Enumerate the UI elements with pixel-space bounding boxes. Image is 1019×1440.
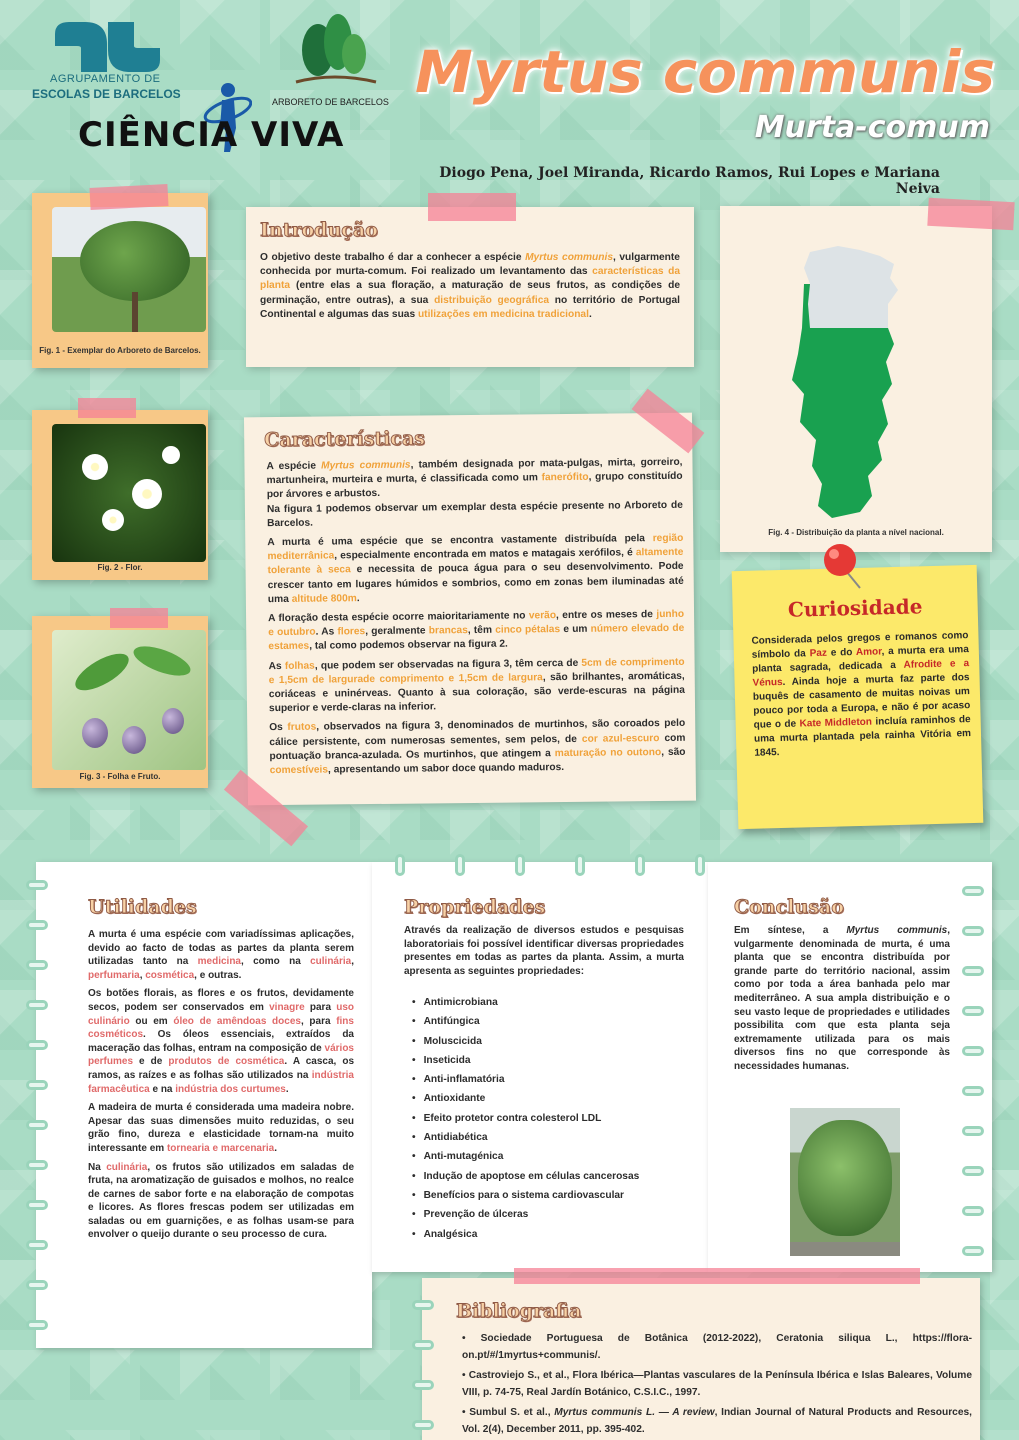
caracteristicas-text: A espécie Myrtus communis, também designada por mata-pulgas, mirta, gorreiro, martunheira, murteira e murta, é classificada como um fanerófito, grupo constituído por árvores e arbustos. Na figura 1 podemos observar um exemplar desta espécie presente no Arboreto de Barcelos. A murta é uma espécie que se encontra vastamente distribuída pela região mediterrânica, especialmente encontrada em matos e matagais xerófilos, é altamente tolerante à seca e necessita de pouca água para o seu desenvolvimento. Pode crescer tanto em lugares húmidos e sombrios, como em zonas bem iluminadas até uma altitude 800m. A floração desta espécie ocorre maioritariamente no verão, entre os meses de junho e outubro. As flores, geralmente brancas, têm cinco pétalas e um número elevado de estames, tal como podemos observar na figura 2. As folhas, que podem ser observadas na figura 3, têm cerca de 5cm de comprimento e 1,5cm de largurade comprimento e 1,5cm de largura, são brilhantes, aromáticas, coriáceas e uninérveas. Quanto à sua coloração, são verde-escuras na página superior e verde-claras na inferior. Os frutos, observados na figura 3, denominados de murtinhos, são coroados pelo cálice persistente, com numerosas sementes, sem pelos, de cor azul-escuro com pontuação branca-azulada. Os murtinhos, que atingem a maturação no outono, são comestíveis, apresentando um sabor doce quando maduros. xyxy=(266,456,686,777)
list-item: • Indução de apoptose em células cancerosas xyxy=(412,1167,692,1186)
binder-ring xyxy=(26,1320,48,1330)
list-item: • Anti-mutagénica xyxy=(412,1147,692,1166)
binder-ring xyxy=(515,854,525,876)
arboreto-tree-logo-icon xyxy=(288,12,380,90)
figure-3-card xyxy=(32,616,208,788)
binder-ring xyxy=(695,854,705,876)
bibliografia-title: Bibliografia xyxy=(456,1300,582,1322)
binder-ring xyxy=(26,960,48,970)
map-panel xyxy=(720,206,992,552)
binder-ring xyxy=(412,1340,434,1350)
binder-ring xyxy=(26,1080,48,1090)
binder-ring xyxy=(962,1166,984,1176)
binder-ring xyxy=(26,1160,48,1170)
binder-ring xyxy=(412,1420,434,1430)
list-item: • Castroviejo S., et al., Flora Ibérica—Plantas vasculares de la Península Ibérica e Islas Baleares, Volume VIII, p. 74-75, Real Jardín Botánico, C.S.I.C., 1997. xyxy=(462,1367,972,1401)
binder-ring xyxy=(26,1000,48,1010)
binder-ring xyxy=(635,854,645,876)
agrupamento-logo-icon xyxy=(55,22,160,72)
agrupamento-text-line1: AGRUPAMENTO DE xyxy=(50,73,161,85)
binder-ring xyxy=(962,1246,984,1256)
curiosidade-note xyxy=(732,565,984,829)
agrupamento-text-line2: ESCOLAS DE BARCELOS xyxy=(32,87,181,101)
poster-title: Myrtus communis xyxy=(415,38,995,106)
introducao-text: O objetivo deste trabalho é dar a conhecer a espécie Myrtus communis, vulgarmente conhecida por murta-comum. Foi realizado um levantamento das características da planta (entre elas a sua floração, a maturação de seus frutos, as condições de germinação, entre outras), a sua distribuição geográfica no território de Portugal Continental e algumas das suas utilizações em medicina tradicional. xyxy=(260,252,680,320)
propriedades-intro: Através da realização de diversos estudos e pesquisas laboratoriais foi possível identificar diversas propriedades presentes em todas as partes da planta. Assim, a murta apresenta as seguintes propriedades: xyxy=(404,925,684,977)
propriedades-page xyxy=(372,862,708,1272)
binder-ring xyxy=(26,920,48,930)
binder-ring xyxy=(26,1200,48,1210)
conclusao-tree-photo xyxy=(790,1108,900,1256)
utilidades-page xyxy=(36,862,372,1348)
introducao-title: Introdução xyxy=(260,219,378,241)
figure-2-card xyxy=(32,410,208,580)
map-north-region xyxy=(804,246,898,328)
list-item: • Antioxidante xyxy=(412,1089,692,1108)
propriedades-list xyxy=(412,993,692,1244)
binder-ring xyxy=(26,1040,48,1050)
binder-ring xyxy=(412,1300,434,1310)
list-item: • Sumbul S. et al., Myrtus communis L. — A review, Indian Journal of Natural Products and Resources, Vol. 2(4), December 2011, pp. 395-402. xyxy=(462,1404,972,1438)
list-item: • Inseticida xyxy=(412,1051,692,1070)
propriedades-title: Propriedades xyxy=(404,896,546,918)
tape xyxy=(110,608,168,628)
caracteristicas-title: Características xyxy=(264,427,426,452)
binder-ring xyxy=(412,1380,434,1390)
conclusao-page xyxy=(708,862,992,1272)
figure-4-caption: Fig. 4 - Distribuição da planta a nível nacional. xyxy=(768,528,944,537)
list-item: • Antifúngica xyxy=(412,1012,692,1031)
arboreto-logo-text: ARBORETO DE BARCELOS xyxy=(272,97,389,107)
binder-ring xyxy=(962,1006,984,1016)
figure-3-caption: Fig. 3 - Folha e Fruto. xyxy=(79,772,161,781)
list-item: • Sociedade Portuguesa de Botânica (2012-2022), Ceratonia siliqua L., https://flora-on.pt/#/1myrtus+communis/. xyxy=(462,1330,972,1364)
conclusao-text: Em síntese, a Myrtus communis, vulgarmente denominada de murta, é uma planta que se encontra distribuída por grande parte do território nacional, assim como por toda a área banhada pelo mar mediterrâneo. A sua ampla distribuição e o seu vasto leque de propriedades e utilidades possibilita com que esta planta seja extremamente utilizada para os mais diversos fins no que corresponde às necessidades humanas. xyxy=(734,925,950,1072)
introducao-panel xyxy=(246,207,694,367)
list-item: • Benefícios para o sistema cardiovascular xyxy=(412,1186,692,1205)
binder-ring xyxy=(575,854,585,876)
flower-photo xyxy=(52,424,206,562)
binder-ring xyxy=(962,926,984,936)
poster-subtitle: Murta-comum xyxy=(754,110,990,145)
bibliografia-list xyxy=(462,1330,972,1440)
ciencia-viva-logo-text: CIÊNCIA VIVA xyxy=(78,115,345,155)
curiosidade-title: Curiosidade xyxy=(787,594,923,622)
tape xyxy=(514,1268,920,1284)
list-item: • Moluscicida xyxy=(412,1032,692,1051)
list-item: • Antidiabética xyxy=(412,1128,692,1147)
binder-ring xyxy=(962,886,984,896)
binder-ring xyxy=(26,1280,48,1290)
list-item: • Antimicrobiana xyxy=(412,993,692,1012)
list-item: • Efeito protetor contra colesterol LDL xyxy=(412,1109,692,1128)
curiosidade-text: Considerada pelos gregos e romanos como símbolo da Paz e do Amor, a murta era uma planta sagrada, dedicada a Afrodite e a Vénus. Ainda hoje a murta faz parte dos buquês de casamento de muitas noivas um pouco por toda a Europa, e não é por acaso que o de Kate Middleton incluía raminhos de uma murta plantada pela rainha Vitória em 1845. xyxy=(751,630,972,759)
binder-ring xyxy=(395,854,405,876)
figure-1-card xyxy=(32,193,208,368)
list-item: • Prevenção de úlceras xyxy=(412,1205,692,1224)
caracteristicas-panel xyxy=(244,413,696,806)
binder-ring xyxy=(26,1240,48,1250)
tape xyxy=(428,193,516,221)
utilidades-title: Utilidades xyxy=(88,896,197,918)
push-pin-icon xyxy=(820,540,866,592)
figure-2-caption: Fig. 2 - Flor. xyxy=(97,563,143,572)
portugal-map xyxy=(790,244,910,524)
leaf-fruit-photo xyxy=(52,630,206,770)
binder-ring xyxy=(962,1046,984,1056)
figure-1-caption: Fig. 1 - Exemplar do Arboreto de Barcelos. xyxy=(39,346,201,355)
binder-ring xyxy=(962,1086,984,1096)
tree-photo xyxy=(52,207,206,332)
binder-ring xyxy=(26,1120,48,1130)
binder-ring xyxy=(455,854,465,876)
bibliografia-panel xyxy=(422,1278,980,1440)
binder-ring xyxy=(962,1206,984,1216)
utilidades-text: A murta é uma espécie com variadíssimas aplicações, devido ao facto de todas as partes da planta serem utilizadas tanto na medicina, como na culinária, perfumaria, cosmética, e outras. Os botões florais, as flores e os frutos, devidamente secos, podem ser conservados em vinagre para uso culinário ou em óleo de amêndoas doces, para fins cosméticos. Os óleos essenciais, extraídos da maceração das folhas, entram na composição de vários perfumes e de produtos de cosmética. A casca, os ramos, as raízes e as folhas são utilizados na indústria farmacêutica e na indústria dos curtumes. A madeira de murta é considerada uma madeira nobre. Apesar das suas dimensões muito reduzidas, o seu grão fino, dureza e elasticidade tornam-na muito interessante em tornearia e marcenaria. Na culinária, os frutos são utilizados em saladas de fruta, na aromatização de guisados e molhos, no realce de carnes de sabor forte e na elaboração de compotas e licores. As flores frescas podem ser utilizadas em saladas ou em guarnições, e as folhas usam-se para envolver o queijo durante o seu processo de cura. xyxy=(88,929,355,1241)
binder-ring xyxy=(962,1126,984,1136)
list-item: • Analgésica xyxy=(412,1225,692,1244)
authors-line: Diogo Pena, Joel Miranda, Ricardo Ramos, Rui Lopes e Mariana Neiva xyxy=(439,165,940,197)
list-item: • Anti-inflamatória xyxy=(412,1070,692,1089)
conclusao-title: Conclusão xyxy=(734,896,844,918)
tape xyxy=(89,184,168,210)
tape xyxy=(927,198,1014,230)
binder-ring xyxy=(26,880,48,890)
tape xyxy=(78,398,136,418)
binder-ring xyxy=(962,966,984,976)
